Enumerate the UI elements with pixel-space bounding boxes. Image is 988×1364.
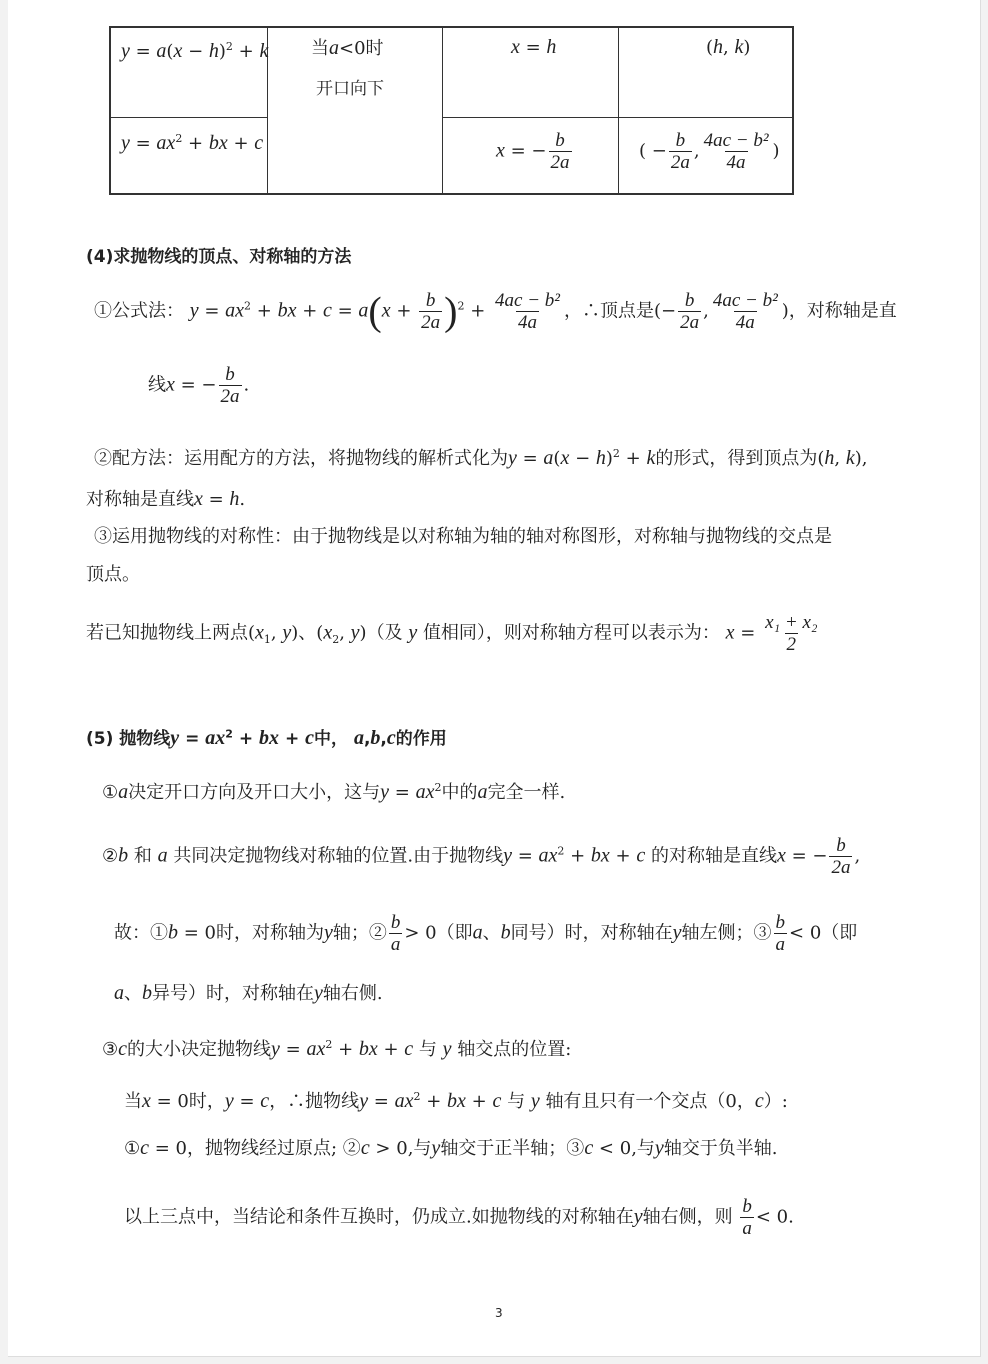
table-cell-general-form: $y = ax^2$ + bx + c xyxy=(121,132,264,154)
coef-a-rule: ①a决定开口方向及开口大小，这与$y = ax^2$中的a完全一样. xyxy=(102,781,566,803)
table-divider xyxy=(618,28,619,193)
document-page xyxy=(8,0,981,1357)
section-4-heading: (4)求抛物线的顶点、对称轴的方法 xyxy=(86,247,352,267)
coef-c-cases: ①c = 0，抛物线经过原点; ②c > 0,与y轴交于正半轴；③c < 0,与y轴交于负半轴. xyxy=(124,1137,778,1159)
table-divider xyxy=(442,117,794,118)
method-formula-line2: 线x = − $\frac{b}{2a}$ . xyxy=(148,364,250,407)
table-cell-vertex-general: ( − $\frac{b}{2a}$ , $\frac{\text{4ac − b²}}{4a}$ ) xyxy=(639,130,780,173)
method-completing-square-line2: 对称轴是直线x = h. xyxy=(86,488,246,510)
table-cell-axis-general: x = − $\frac{b}{2a}$ xyxy=(496,130,570,173)
parabola-forms-table xyxy=(109,26,794,195)
table-divider xyxy=(442,28,443,193)
section-5-heading: (5) 抛物线$y = ax^2$ + bx + c中， a,b,c的作用 xyxy=(86,727,447,749)
method-symmetry: ③运用抛物线的对称性：由于抛物线是以对称轴为轴的轴对称图形，对称轴与抛物线的交点是 xyxy=(94,526,832,547)
coef-b-cases-line2: a、b异号）时，对称轴在y轴右侧. xyxy=(114,982,383,1004)
table-cell-vertex-hk: (h, k) xyxy=(706,36,751,58)
method-symmetry-line2: 顶点。 xyxy=(86,564,140,585)
method-completing-square: ②配方法：运用配方的方法，将抛物线的解析式化为$y = a(x - h)^2 + k$的形式，得到顶点为(h, k), xyxy=(94,447,868,469)
table-cell-axis-h: x = h xyxy=(511,36,557,58)
table-cell-opening-down: 开口向下 xyxy=(316,79,384,99)
method-formula: ①公式法： $y = ax^2$ + bx + c = a(x + $\frac{b}{2a}$ )$^2$ + $\frac{\text{4ac − b²}}{4a}$ ，∴顶点是(− $\frac{b}{2a}$ , $\frac{\text{4ac − b²}}{4a}$ )，对称轴是直 xyxy=(94,288,897,334)
converse-note: 以上三点中，当结论和条件互换时，仍成立.如抛物线的对称轴在y轴右侧，则 $\frac{b}{a}$ < 0. xyxy=(124,1196,794,1239)
page-number: 3 xyxy=(495,1306,503,1320)
table-cell-opening: 当a<0时 xyxy=(311,37,384,59)
coef-b-cases: 故：①b = 0时，对称轴为y轴；② $\frac{b}{a}$ > 0（即a、b同号）时，对称轴在y轴左侧；③ $\frac{b}{a}$ < 0（即 xyxy=(114,912,858,955)
table-cell-vertex-form: $y = a(x - h)^2 + k$ xyxy=(121,40,269,62)
coef-b-rule: ②b 和 a 共同决定抛物线对称轴的位置.由于抛物线$y = ax^2$ + bx + c 的对称轴是直线x = − $\frac{b}{2a}$ , xyxy=(102,835,861,878)
coef-c-rule: ③c的大小决定抛物线$y = ax^2$ + bx + c 与 y 轴交点的位置: xyxy=(102,1038,572,1060)
two-points-axis: 若已知抛物线上两点($x_1$, y)、($x_2$, y)（及 y 值相同），则对称轴方程可以表示为： x = $\frac{\text{x₁ + x₂}}{2}$ xyxy=(86,612,818,655)
table-divider xyxy=(111,117,267,118)
coef-c-intercept: 当x = 0时，y = c，∴抛物线$y = ax^2$ + bx + c 与 y 轴有且只有一个交点（0，c）: xyxy=(124,1090,788,1112)
